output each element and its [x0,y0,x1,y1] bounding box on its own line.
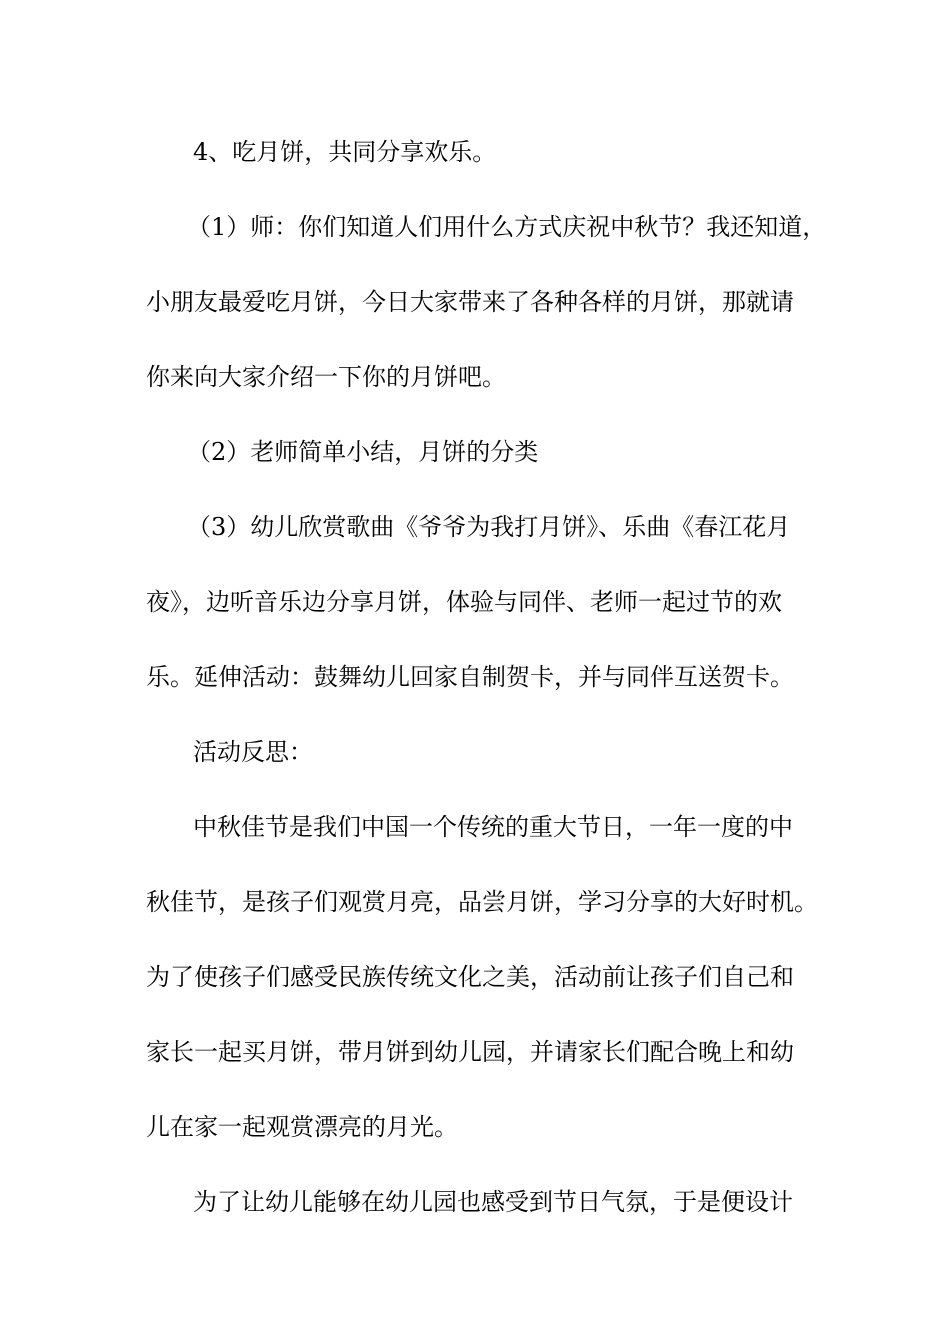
text-line-sub-2: （2）老师简单小结，月饼的分类 [187,438,539,466]
text-line: 秋佳节，是孩子们观赏月亮，品尝月饼，学习分享的大好时机。 [146,888,818,916]
text-line: 儿在家一起观赏漂亮的月光。 [146,1113,458,1141]
text-line-step-4: 4、吃月饼，共同分享欢乐。 [193,138,497,166]
text-line: 为了使孩子们感受民族传统文化之美，活动前让孩子们自己和 [146,963,794,991]
text-line-paragraph-start: 中秋佳节是我们中国一个传统的重大节日，一年一度的中 [193,813,793,841]
text-line: 乐。延伸活动：鼓舞幼儿回家自制贺卡，并与同伴互送贺卡。 [146,663,794,691]
text-line: 你来向大家介绍一下你的月饼吧。 [146,363,506,391]
text-line: 夜》，边听音乐边分享月饼，体验与同伴、老师一起过节的欢 [146,588,782,616]
section-heading-reflection: 活动反思： [193,738,313,766]
text-line: 家长一起买月饼，带月饼到幼儿园，并请家长们配合晚上和幼 [146,1038,794,1066]
text-line-sub-1: （1）师：你们知道人们用什么方式庆祝中秋节？我还知道， [187,213,827,241]
text-line: 小朋友最爱吃月饼，今日大家带来了各种各样的月饼，那就请 [146,288,794,316]
text-line-paragraph-start: 为了让幼儿能够在幼儿园也感受到节日气氛，于是便设计 [193,1188,793,1216]
text-line-sub-3: （3）幼儿欣赏歌曲《爷爷为我打月饼》、乐曲《春江花月 [187,513,791,541]
